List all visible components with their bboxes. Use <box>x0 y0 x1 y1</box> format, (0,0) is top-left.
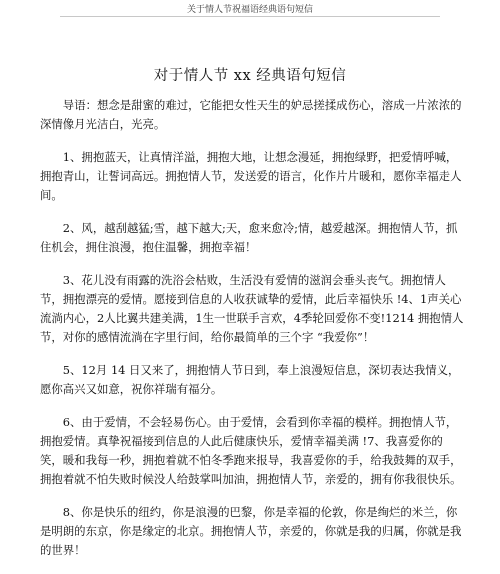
paragraph-intro: 导语：想念是甜蜜的难过，它能把女性天生的妒忌搓揉成伤心，溶成一片浓浓的深情像月光洁白，光亮。 <box>40 98 462 131</box>
document-body <box>40 96 464 574</box>
document-title: 对于情人节 xx 经典语句短信 <box>153 68 347 84</box>
paragraph-2: 2、风，越刮越猛;雪，越下越大;天，愈来愈冷;情，越爱越深。拥抱情人节，抓住机会，拥住浪漫，抱住温馨，拥抱幸福！ <box>40 221 458 254</box>
paragraph-5: 5、12月 14 日又来了，拥抱情人节日到，奉上浪漫短信息，深切表达我情义，愿你高兴又如意，祝你祥瑞有福分。 <box>40 363 460 396</box>
paragraph-1: 1、拥抱蓝天，让真情洋溢，拥抱大地，让想念漫延，拥抱绿野，把爱情呼喊，拥抱青山，让誓词高远。拥抱情人节，发送爱的语言，化作片片暖和，愿你幸福走人间。 <box>40 150 462 202</box>
header-divider <box>60 16 440 17</box>
paragraph-3: 3、花儿没有雨露的洗浴会枯败，生活没有爱情的滋润会垂头丧气。拥抱情人节，拥抱漂亮的爱情。愿接到信息的人收获诚挚的爱情，此后幸福快乐 !4、1声关心流淌内心，2人比翼共建美满，1生一世联手言欢，4季轮回爱你不变!1214 拥抱情人节，对你的感情流淌在字里行间，给你最简单的三个字 “我爱你”！ <box>40 273 464 344</box>
paragraph-8: 8、你是快乐的纽约，你是浪漫的巴黎，你是幸福的伦敦，你是绚烂的米兰，你是明朗的东京，你是缘定的北京。拥抱情人节，亲爱的，你就是我的归属，你就是我的世界！ <box>40 505 462 557</box>
page-header: 关于情人节祝福语经典语句短信 <box>186 5 313 15</box>
paragraph-6: 6、由于爱情，不会轻易伤心。由于爱情，会看到你幸福的模样。拥抱情人节，拥抱爱情。真挚祝福接到信息的人此后健康快乐，爱情幸福美满 !7、我喜爱你的笑，暖和我每一秒，拥抱着就不怕冬季跑来报导，我喜爱你的手，给我鼓舞的双手，拥抱着就不怕失败时候没人给鼓掌叫加油，拥抱情人节，亲爱的，拥有你我很快乐。 <box>40 415 462 486</box>
